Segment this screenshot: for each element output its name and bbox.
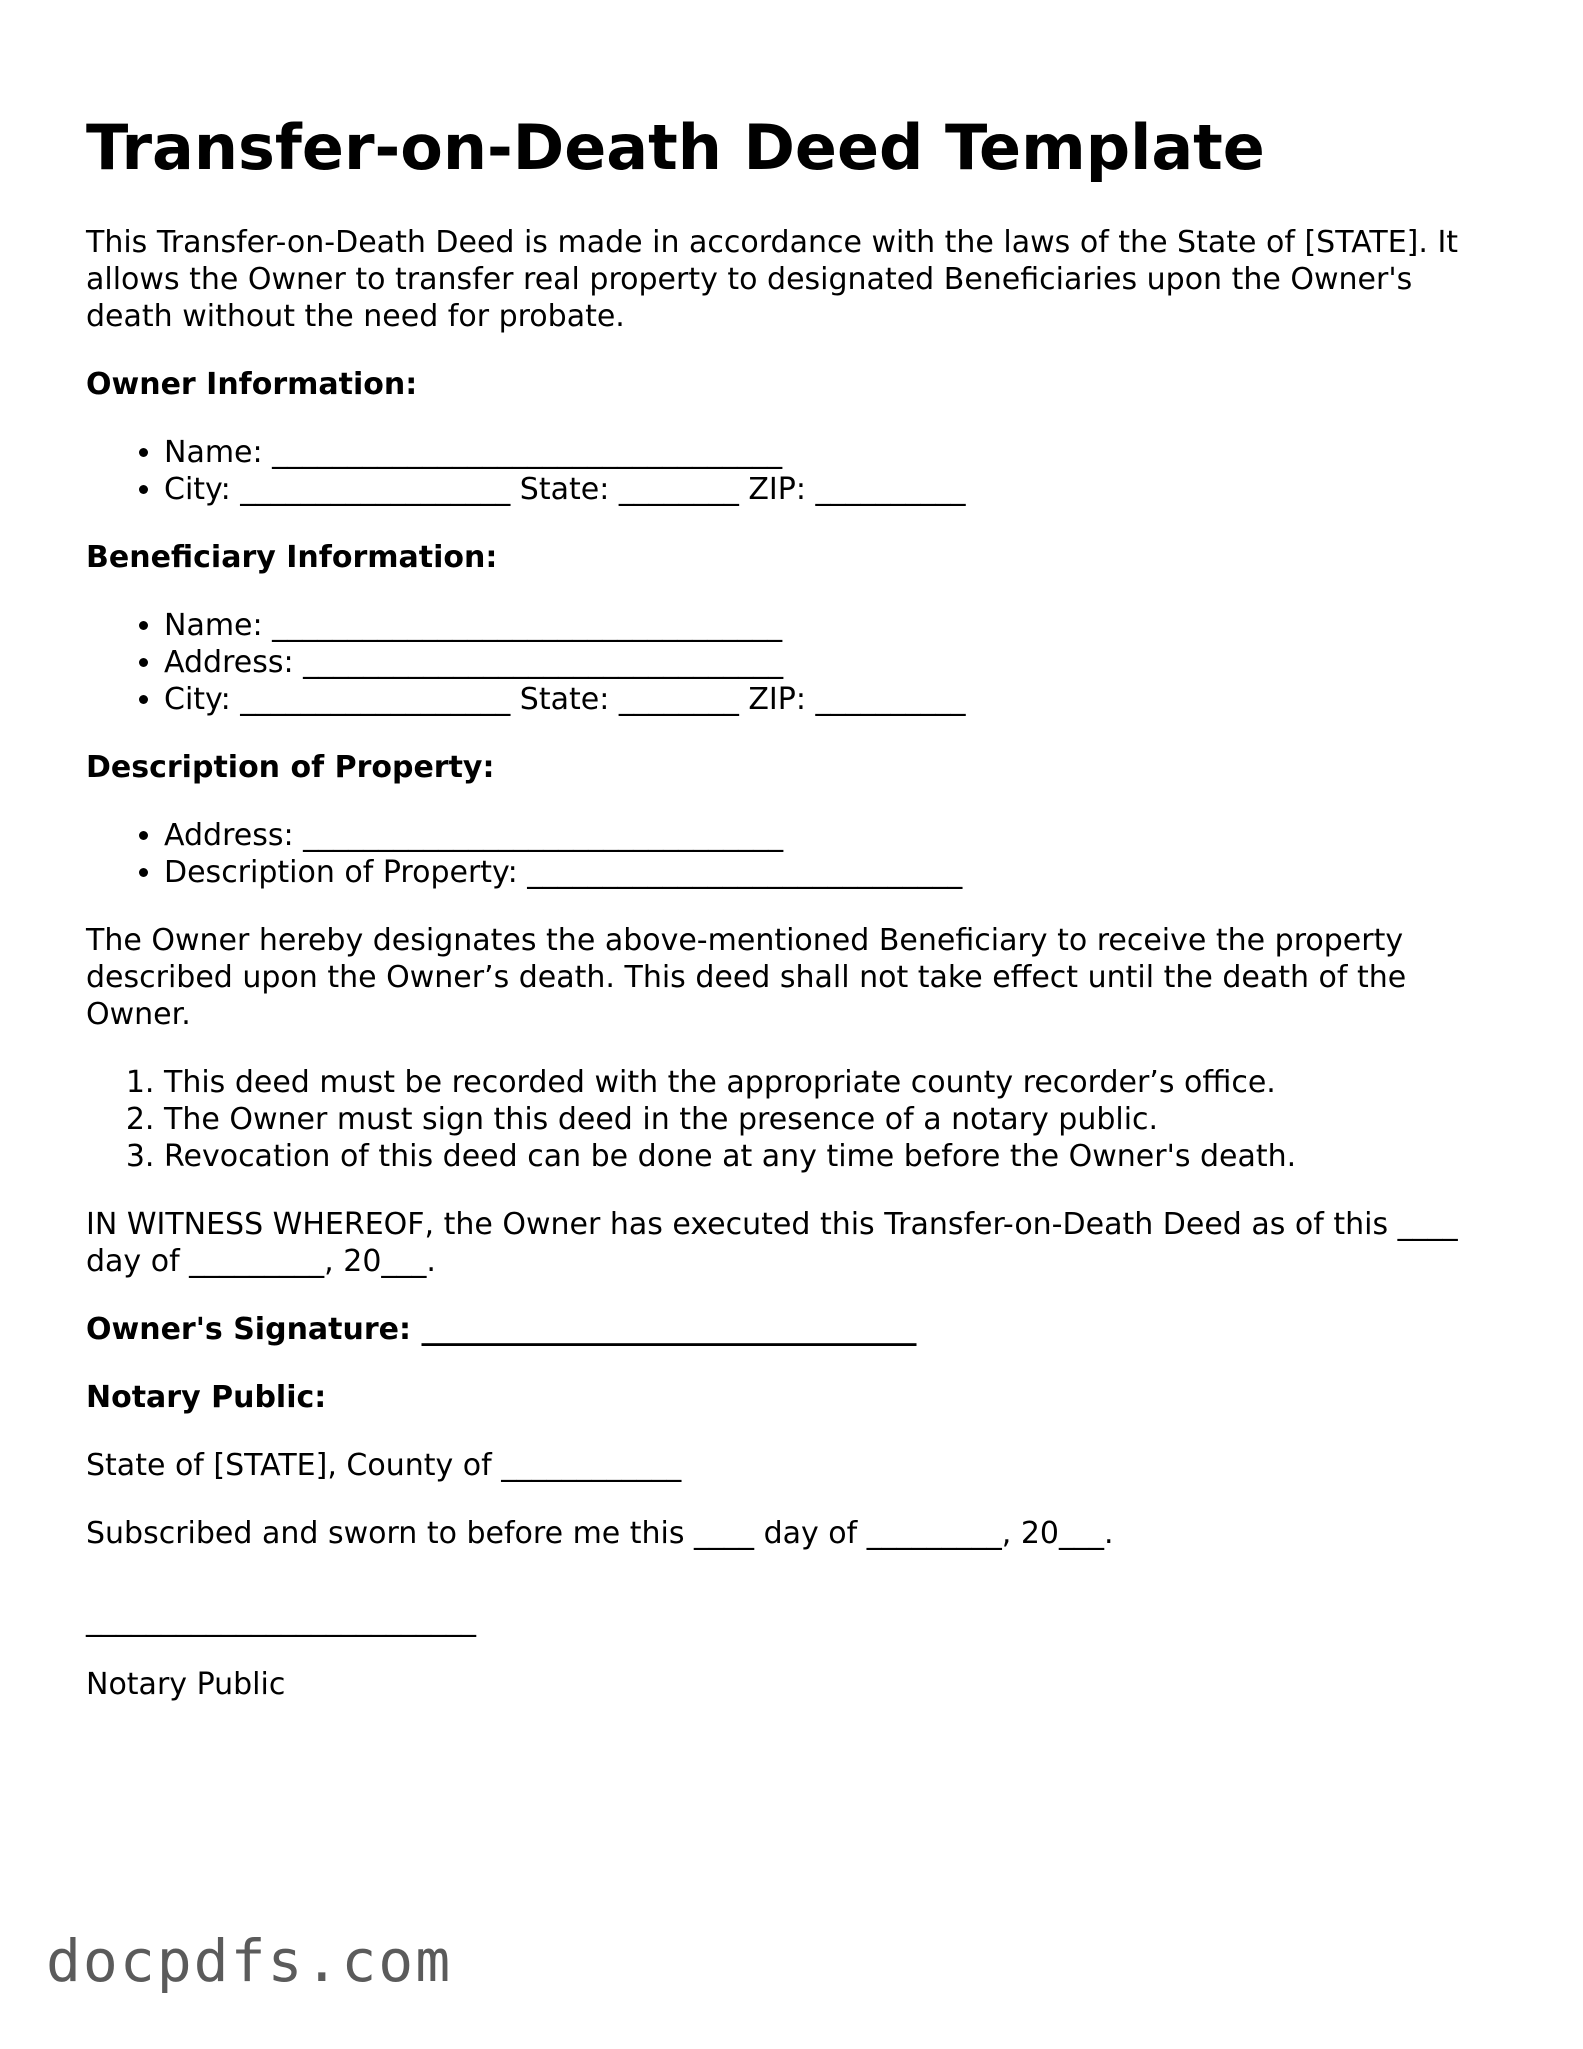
property-description-field: • Description of Property: _____________________________ bbox=[164, 854, 1506, 891]
owner-information-heading: Owner Information: bbox=[86, 367, 418, 402]
notary-public-heading: Notary Public: bbox=[86, 1380, 327, 1415]
notary-state-county: State of [STATE], County of ____________ bbox=[86, 1448, 682, 1483]
beneficiary-information-heading: Beneficiary Information: bbox=[86, 540, 498, 575]
beneficiary-city-state-zip-field: • City: __________________ State: ________ ZIP: __________ bbox=[164, 681, 1506, 718]
intro-paragraph: This Transfer-on-Death Deed is made in accordance with the laws of the State of [STATE]. It allows the Owner to transfer real property to designated Beneficiaries upon the Owner's death without the need for probate. bbox=[86, 225, 1459, 334]
document-title: Transfer-on-Death Deed Template bbox=[86, 111, 1265, 184]
document-page bbox=[86, 108, 1506, 1734]
property-address-field: • Address: ________________________________ bbox=[164, 817, 1506, 854]
property-description-list bbox=[86, 817, 1506, 891]
owner-city-state-zip-field: • City: __________________ State: ________ ZIP: __________ bbox=[164, 471, 1506, 508]
beneficiary-information-list bbox=[86, 607, 1506, 718]
witness-paragraph: IN WITNESS WHEREOF, the Owner has executed this Transfer-on-Death Deed as of this ____ day of _________, 20___. bbox=[86, 1207, 1458, 1279]
owner-name-field: • Name: __________________________________ bbox=[164, 434, 1506, 471]
owner-signature-line: Owner's Signature: _________________________________ bbox=[86, 1312, 917, 1347]
notary-public-label: Notary Public bbox=[86, 1667, 286, 1702]
beneficiary-name-field: • Name: __________________________________ bbox=[164, 607, 1506, 644]
conditions-list bbox=[86, 1064, 1506, 1175]
owner-information-list bbox=[86, 434, 1506, 508]
property-description-heading: Description of Property: bbox=[86, 750, 495, 785]
docpdfs-watermark: docpdfs.com bbox=[46, 1927, 453, 1995]
beneficiary-address-field: • Address: ________________________________ bbox=[164, 644, 1506, 681]
condition-item: 2. The Owner must sign this deed in the presence of a notary public. bbox=[164, 1101, 1506, 1138]
notary-subscribed-sworn: Subscribed and sworn to before me this ____ day of _________, 20___. bbox=[86, 1516, 1114, 1551]
condition-item: 3. Revocation of this deed can be done at any time before the Owner's death. bbox=[164, 1138, 1506, 1175]
notary-signature-line: __________________________ bbox=[86, 1603, 476, 1638]
condition-item: 1. This deed must be recorded with the appropriate county recorder’s office. bbox=[164, 1064, 1506, 1101]
designation-paragraph: The Owner hereby designates the above-mentioned Beneficiary to receive the property described upon the Owner’s death. This deed shall not take effect until the death of the Owner. bbox=[86, 923, 1407, 1032]
